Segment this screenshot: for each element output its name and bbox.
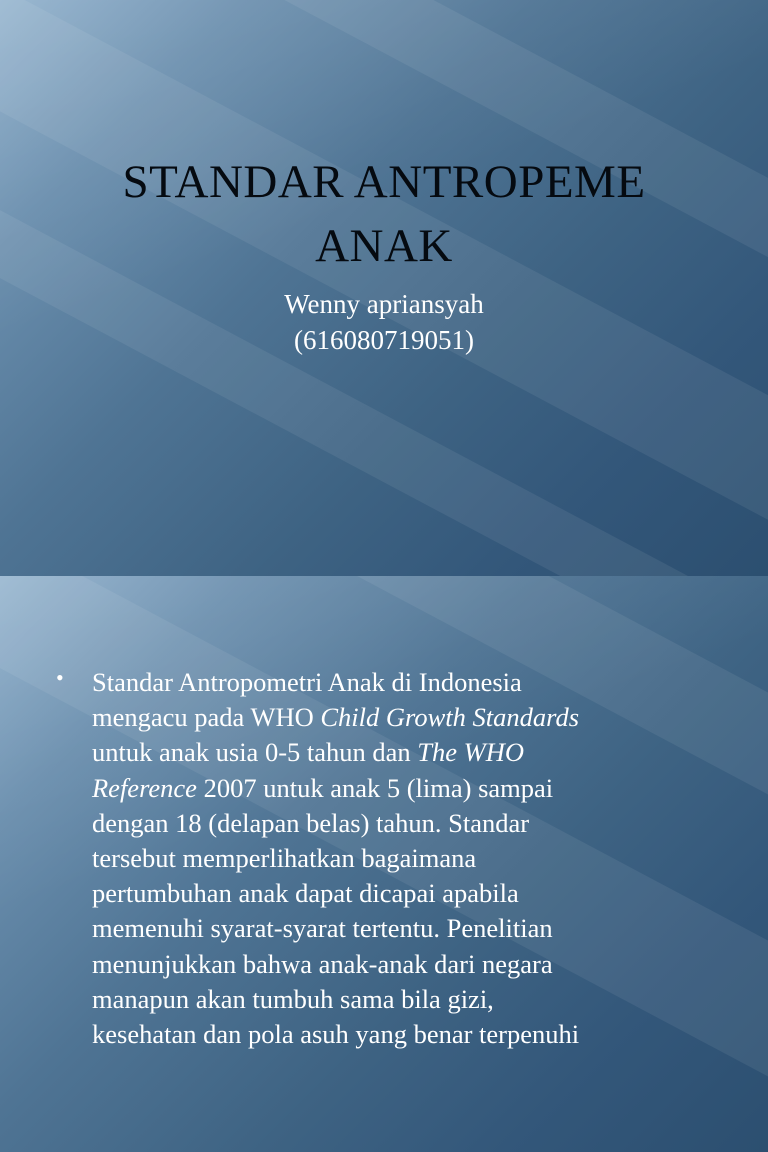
italic-span: The WHO bbox=[417, 737, 525, 768]
text-span: mengacu pada WHO bbox=[92, 702, 321, 733]
student-id: (616080719051) bbox=[294, 325, 474, 355]
bullet-icon: • bbox=[56, 665, 64, 690]
text-line bbox=[92, 771, 732, 806]
text-line: dengan 18 (delapan belas) tahun. Standar bbox=[92, 807, 530, 838]
text-line: Standar Antropometri Anak di Indonesia bbox=[92, 667, 522, 697]
text-line bbox=[92, 735, 732, 770]
text-line: menunjukkan bahwa anak-anak dari negara bbox=[92, 948, 553, 979]
text-line bbox=[92, 700, 732, 735]
body-paragraph bbox=[92, 665, 732, 1052]
text-line: memenuhi syarat-syarat tertentu. Penelitian bbox=[92, 913, 553, 944]
slide-title bbox=[0, 150, 768, 278]
text-line: kesehatan dan pola asuh yang benar terpenuhi bbox=[92, 1019, 580, 1050]
title-line-2: ANAK bbox=[315, 220, 453, 272]
slide-subtitle bbox=[0, 286, 768, 358]
text-span: 2007 untuk anak 5 (lima) sampai bbox=[196, 772, 554, 803]
text-span: untuk anak usia 0-5 tahun dan bbox=[92, 737, 418, 768]
title-line-1: STANDAR ANTROPEME bbox=[122, 156, 646, 208]
italic-span: Child Growth Standards bbox=[320, 702, 580, 733]
text-line: pertumbuhan anak dapat dicapai apabila bbox=[92, 878, 519, 909]
author-name: Wenny apriansyah bbox=[284, 289, 484, 319]
text-line: manapun akan tumbuh sama bila gizi, bbox=[92, 983, 494, 1014]
text-line: tersebut memperlihatkan bagaimana bbox=[92, 843, 477, 874]
content-slide bbox=[0, 576, 768, 1152]
italic-span: Reference bbox=[92, 772, 197, 803]
